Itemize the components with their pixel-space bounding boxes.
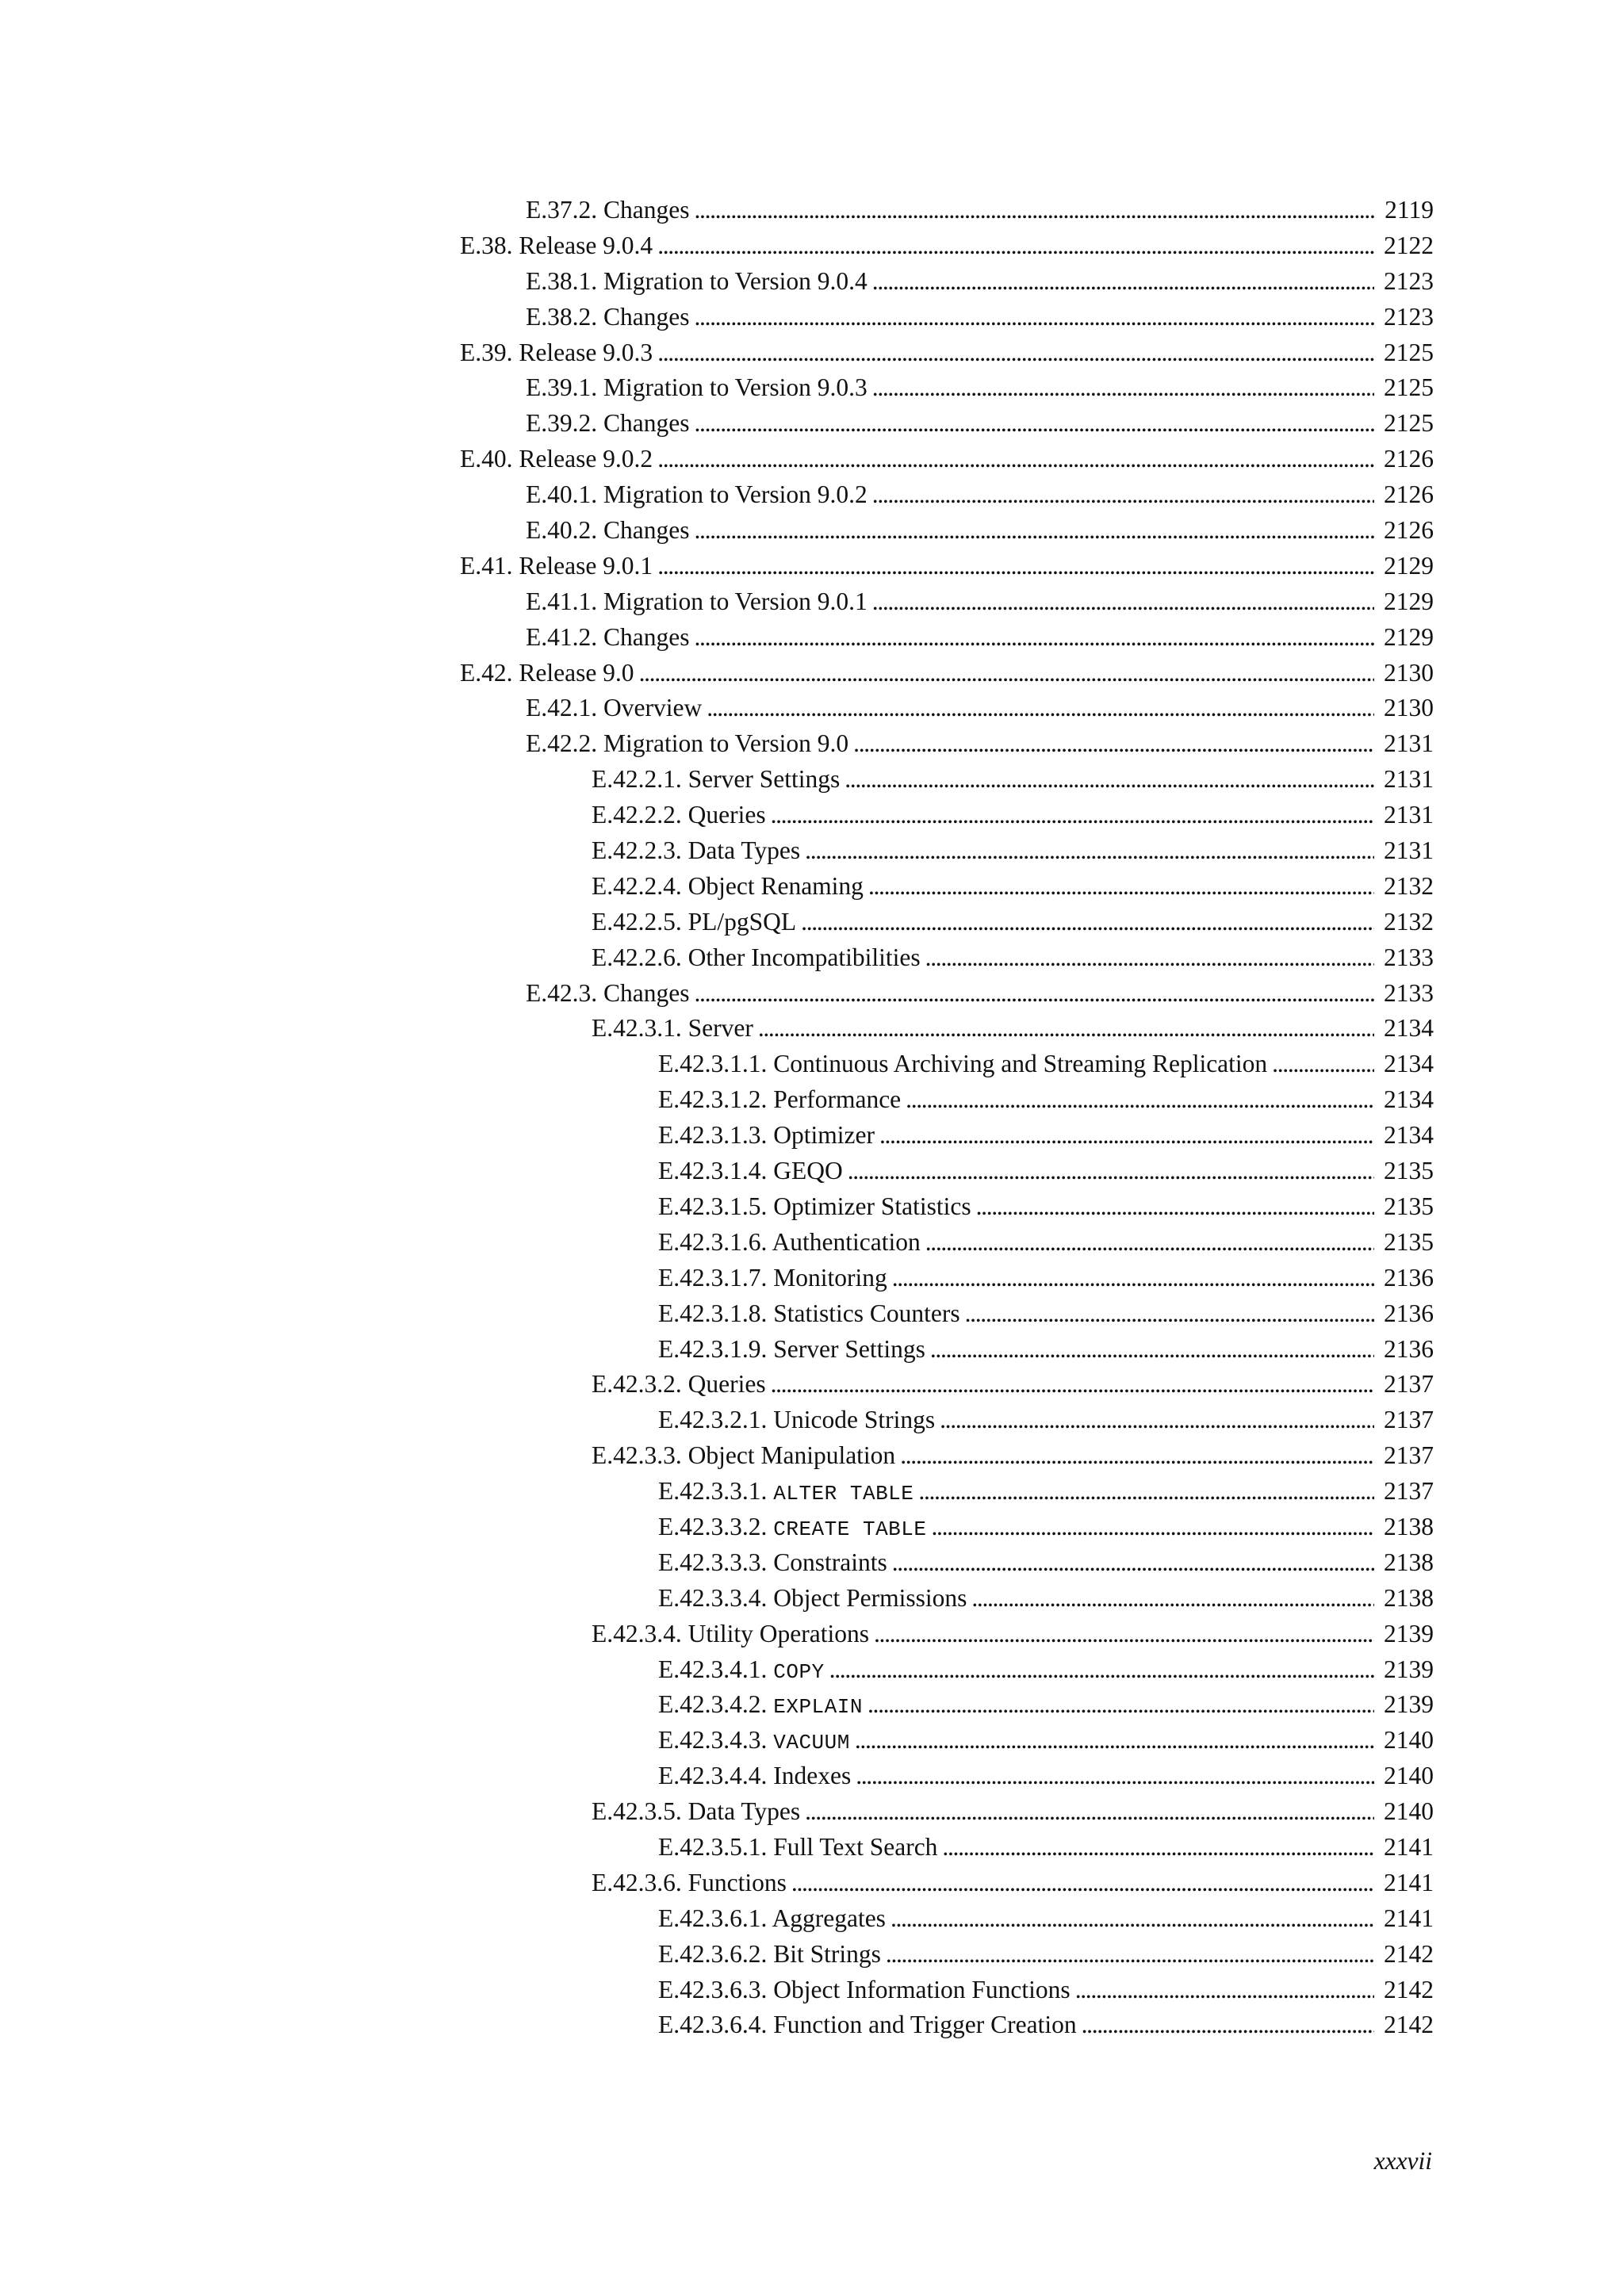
toc-entry[interactable] xyxy=(0,1758,1624,1794)
toc-entry-title[interactable] xyxy=(526,477,1430,513)
toc-entry[interactable] xyxy=(0,1545,1624,1581)
toc-entry[interactable] xyxy=(0,976,1624,1012)
toc-entry-label: E.42.3.5. Data Types xyxy=(592,1797,801,1826)
toc-entry-page[interactable]: 2126 xyxy=(1374,442,1434,477)
toc-entry-page[interactable]: 2119 xyxy=(1374,193,1434,228)
toc-entry-label: E.42.3.1.8. Statistics Counters xyxy=(658,1299,960,1327)
toc-entry-page[interactable]: 2130 xyxy=(1374,691,1434,726)
toc-entry-title[interactable] xyxy=(658,2007,1430,2043)
toc-entry[interactable] xyxy=(0,1937,1624,1973)
toc-entry-page[interactable]: 2131 xyxy=(1374,833,1434,869)
toc-entry[interactable] xyxy=(0,406,1624,442)
toc-entry-title[interactable] xyxy=(460,228,1430,264)
toc-entry-code: ALTER TABLE xyxy=(773,1482,914,1506)
toc-entry-title[interactable] xyxy=(592,1011,1430,1047)
toc-entry[interactable] xyxy=(0,1296,1624,1332)
toc-entry[interactable] xyxy=(0,1225,1624,1261)
toc-entry-code: CREATE TABLE xyxy=(773,1517,927,1541)
toc-entry[interactable] xyxy=(0,1402,1624,1438)
toc-entry-title[interactable] xyxy=(592,1438,1430,1474)
toc-entry-title[interactable] xyxy=(658,1261,1430,1296)
toc-entry-title[interactable] xyxy=(658,1581,1430,1617)
toc-entry-page[interactable]: 2137 xyxy=(1374,1402,1434,1438)
toc-entry-title[interactable] xyxy=(658,1154,1430,1189)
toc-entry-label: E.42.3.3.1. xyxy=(658,1477,768,1506)
toc-entry-label: E.39.2. Changes xyxy=(526,409,690,438)
toc-entry-title[interactable] xyxy=(658,1189,1430,1225)
toc-entry-label: E.42.3.3.3. Constraints xyxy=(658,1548,887,1576)
toc-entry[interactable] xyxy=(0,1901,1624,1937)
toc-entry[interactable] xyxy=(0,620,1624,656)
toc-entry-title[interactable] xyxy=(526,300,1430,335)
toc-entry-page[interactable]: 2137 xyxy=(1374,1438,1434,1474)
toc-entry-label: E.39.1. Migration to Version 9.0.3 xyxy=(526,373,868,402)
toc-entry[interactable] xyxy=(0,1617,1624,1652)
toc-entry-page[interactable]: 2122 xyxy=(1374,228,1434,264)
toc-entry-title[interactable] xyxy=(592,940,1430,976)
toc-entry-page[interactable]: 2141 xyxy=(1374,1866,1434,1901)
toc-entry-label: E.42.3.1.7. Monitoring xyxy=(658,1263,887,1292)
toc-entry[interactable] xyxy=(0,1189,1624,1225)
toc-entry-label: E.42.2.2. Queries xyxy=(592,801,766,829)
toc-entry-title[interactable] xyxy=(592,1866,1430,1901)
toc-entry-label: E.42.2.3. Data Types xyxy=(592,836,801,865)
toc-entry-title[interactable] xyxy=(592,798,1430,833)
toc-entry[interactable] xyxy=(0,1973,1624,2008)
toc-entry-label: E.42.3.6. Functions xyxy=(592,1868,787,1896)
toc-entry-title[interactable] xyxy=(460,656,1430,691)
toc-entry-page[interactable]: 2125 xyxy=(1374,406,1434,442)
toc-entry-page[interactable]: 2133 xyxy=(1374,940,1434,976)
toc-entry[interactable] xyxy=(0,656,1624,691)
toc-entry-label: E.42.3.4. Utility Operations xyxy=(592,1619,869,1647)
toc-entry-page[interactable]: 2142 xyxy=(1374,1973,1434,2008)
toc-entry[interactable] xyxy=(0,584,1624,620)
toc-entry-page[interactable]: 2125 xyxy=(1374,335,1434,371)
toc-entry-page[interactable]: 2135 xyxy=(1374,1189,1434,1225)
toc-entry[interactable] xyxy=(0,193,1624,228)
toc-entry-page[interactable]: 2140 xyxy=(1374,1758,1434,1794)
toc-entry-title[interactable] xyxy=(658,1937,1430,1973)
toc-entry[interactable] xyxy=(0,691,1624,726)
toc-entry[interactable] xyxy=(0,1474,1624,1510)
toc-entry-label: E.42.3.1.3. Optimizer xyxy=(658,1121,875,1150)
toc-entry-page[interactable]: 2129 xyxy=(1374,620,1434,656)
toc-entry-page[interactable]: 2126 xyxy=(1374,477,1434,513)
toc-entry-label: E.42.1. Overview xyxy=(526,694,703,722)
toc-entry-title[interactable] xyxy=(592,833,1430,869)
toc-entry-label: E.42.3.4.4. Indexes xyxy=(658,1762,852,1790)
toc-entry-page[interactable]: 2129 xyxy=(1374,549,1434,584)
toc-entry-page[interactable]: 2123 xyxy=(1374,264,1434,300)
toc-entry[interactable] xyxy=(0,1082,1624,1118)
toc-entry-page[interactable]: 2141 xyxy=(1374,1830,1434,1866)
toc-entry[interactable] xyxy=(0,905,1624,940)
toc-entry[interactable] xyxy=(0,1687,1624,1723)
toc-entry-title[interactable] xyxy=(658,1758,1430,1794)
toc-entry-label: E.42.3.1.6. Authentication xyxy=(658,1227,921,1256)
toc-entry-page[interactable]: 2131 xyxy=(1374,726,1434,762)
toc-entry-label: E.42.3.5.1. Full Text Search xyxy=(658,1832,938,1861)
toc-entry-code: EXPLAIN xyxy=(773,1695,863,1720)
toc-entry-label: E.38.2. Changes xyxy=(526,302,690,331)
toc-entry-title[interactable] xyxy=(658,1901,1430,1937)
toc-entry-page[interactable]: 2135 xyxy=(1374,1154,1434,1189)
toc-entry-title[interactable] xyxy=(658,1118,1430,1154)
toc-entry-title[interactable] xyxy=(526,370,1430,406)
toc-entry[interactable] xyxy=(0,1367,1624,1402)
toc-entry-title[interactable] xyxy=(658,1402,1430,1438)
toc-entry-title[interactable] xyxy=(658,1545,1430,1581)
toc-entry-code: COPY xyxy=(773,1659,825,1684)
toc-entry-label: E.41.2. Changes xyxy=(526,622,690,651)
page-number: xxxvii xyxy=(1373,2147,1432,2175)
toc-entry-label: E.38.1. Migration to Version 9.0.4 xyxy=(526,266,868,295)
toc-entry-title[interactable] xyxy=(526,620,1430,656)
toc-entry-label: E.42.3.3.2. xyxy=(658,1512,768,1540)
toc-entry[interactable] xyxy=(0,1510,1624,1545)
toc-entry-title[interactable] xyxy=(658,1830,1430,1866)
toc-entry[interactable] xyxy=(0,2007,1624,2043)
toc-entry-title[interactable] xyxy=(526,406,1430,442)
toc-entry-page[interactable]: 2136 xyxy=(1374,1261,1434,1296)
toc-entry-page[interactable]: 2140 xyxy=(1374,1723,1434,1758)
toc-entry[interactable] xyxy=(0,513,1624,549)
toc-entry-label: E.39. Release 9.0.3 xyxy=(460,338,653,366)
toc-entry-title[interactable] xyxy=(460,442,1430,477)
toc-entry-title[interactable] xyxy=(526,691,1430,726)
toc-entry[interactable] xyxy=(0,1830,1624,1866)
toc-entry[interactable] xyxy=(0,798,1624,833)
toc-entry-page[interactable]: 2136 xyxy=(1374,1296,1434,1332)
toc-entry-label: E.40.2. Changes xyxy=(526,516,690,545)
toc-entry-title[interactable] xyxy=(658,1082,1430,1118)
toc-entry-title[interactable] xyxy=(592,905,1430,940)
toc-entry-label: E.42.2. Migration to Version 9.0 xyxy=(526,729,849,758)
toc-entry-page[interactable]: 2130 xyxy=(1374,656,1434,691)
toc-entry[interactable] xyxy=(0,1154,1624,1189)
toc-entry-title[interactable] xyxy=(658,1296,1430,1332)
toc-entry-page[interactable]: 2141 xyxy=(1374,1901,1434,1937)
toc-entry-page[interactable]: 2138 xyxy=(1374,1545,1434,1581)
toc-entry-title[interactable] xyxy=(658,1332,1430,1368)
toc-entry-page[interactable]: 2131 xyxy=(1374,762,1434,798)
toc-entry-label: E.42.3. Changes xyxy=(526,978,690,1007)
toc-entry-title[interactable] xyxy=(658,1687,1430,1725)
toc-entry-label: E.42.2.1. Server Settings xyxy=(592,765,841,794)
toc-entry-label: E.42.3.6.3. Object Information Functions xyxy=(658,1975,1071,2003)
toc-entry[interactable] xyxy=(0,1581,1624,1617)
toc-entry-page[interactable]: 2142 xyxy=(1374,2007,1434,2043)
toc-entry-page[interactable]: 2139 xyxy=(1374,1617,1434,1652)
toc-entry-label: E.40.1. Migration to Version 9.0.2 xyxy=(526,480,868,509)
toc-entry-label: E.42.2.4. Object Renaming xyxy=(592,871,864,900)
toc-entry-title[interactable] xyxy=(592,1617,1430,1652)
toc-entry-page[interactable]: 2137 xyxy=(1374,1367,1434,1402)
toc-entry-label: E.42.3.1. Server xyxy=(592,1014,753,1043)
toc-entry-title[interactable] xyxy=(526,584,1430,620)
toc-entry[interactable] xyxy=(0,1011,1624,1047)
toc-entry-page[interactable]: 2126 xyxy=(1374,513,1434,549)
toc-entry-title[interactable] xyxy=(526,726,1430,762)
toc-entry[interactable] xyxy=(0,1118,1624,1154)
toc-entry-label: E.42.3.1.1. Continuous Archiving and Streaming Replication xyxy=(658,1050,1268,1078)
toc-entry-page[interactable]: 2129 xyxy=(1374,584,1434,620)
toc-entry-page[interactable]: 2138 xyxy=(1374,1581,1434,1617)
toc-entry-page[interactable]: 2125 xyxy=(1374,370,1434,406)
toc-entry-label: E.38. Release 9.0.4 xyxy=(460,231,653,259)
toc-entry-title[interactable] xyxy=(658,1474,1430,1512)
toc-entry-title[interactable] xyxy=(592,869,1430,905)
toc-entry[interactable] xyxy=(0,1866,1624,1901)
toc-entry-label: E.42.3.3. Object Manipulation xyxy=(592,1441,896,1470)
toc-entry[interactable] xyxy=(0,833,1624,869)
toc-entry-label: E.42.3.6.4. Function and Trigger Creation xyxy=(658,2011,1077,2039)
toc-entry[interactable] xyxy=(0,549,1624,584)
toc-entry-page[interactable]: 2133 xyxy=(1374,976,1434,1012)
toc-entry-label: E.42.3.4.2. xyxy=(658,1690,768,1719)
toc-entry-title[interactable] xyxy=(592,1367,1430,1402)
toc-entry-label: E.42.3.2. Queries xyxy=(592,1370,766,1399)
toc-entry-title[interactable] xyxy=(592,1794,1430,1830)
toc-entry-label: E.42.3.1.9. Server Settings xyxy=(658,1334,925,1363)
toc-entry[interactable] xyxy=(0,477,1624,513)
toc-entry-title[interactable] xyxy=(658,1047,1430,1082)
toc-entry[interactable] xyxy=(0,1047,1624,1082)
toc-entry[interactable] xyxy=(0,1652,1624,1688)
toc-entry[interactable] xyxy=(0,762,1624,798)
toc-entry[interactable] xyxy=(0,300,1624,335)
toc-entry-label: E.42. Release 9.0 xyxy=(460,658,634,687)
toc-entry-page[interactable]: 2140 xyxy=(1374,1794,1434,1830)
toc-entry-page[interactable]: 2134 xyxy=(1374,1047,1434,1082)
toc-entry-page[interactable]: 2139 xyxy=(1374,1687,1434,1723)
toc-entry-label: E.42.3.6.2. Bit Strings xyxy=(658,1939,881,1968)
toc-entry-page[interactable]: 2138 xyxy=(1374,1510,1434,1545)
toc-entry-label: E.42.3.1.2. Performance xyxy=(658,1085,902,1114)
toc-entry[interactable] xyxy=(0,1723,1624,1758)
toc-entry[interactable] xyxy=(0,370,1624,406)
toc-entry-title[interactable] xyxy=(526,976,1430,1012)
toc-entry-code: VACUUM xyxy=(773,1731,850,1755)
toc-entry-title[interactable] xyxy=(658,1723,1430,1761)
toc-entry-page[interactable]: 2131 xyxy=(1374,798,1434,833)
toc-entry-title[interactable] xyxy=(526,193,1430,228)
toc-entry-label: E.42.3.6.1. Aggregates xyxy=(658,1904,886,1932)
toc-entry[interactable] xyxy=(0,1332,1624,1368)
toc-entry-label: E.42.2.5. PL/pgSQL xyxy=(592,907,797,936)
toc-entry-page[interactable]: 2134 xyxy=(1374,1011,1434,1047)
toc-entry-label: E.41.1. Migration to Version 9.0.1 xyxy=(526,587,868,615)
toc-entry-page[interactable]: 2139 xyxy=(1374,1652,1434,1688)
toc-entry[interactable] xyxy=(0,228,1624,264)
toc-entry[interactable] xyxy=(0,442,1624,477)
toc-entry-title[interactable] xyxy=(658,1225,1430,1261)
toc-entry-title[interactable] xyxy=(460,335,1430,371)
toc-entry[interactable] xyxy=(0,335,1624,371)
toc-entry-page[interactable]: 2132 xyxy=(1374,905,1434,940)
toc-entry-page[interactable]: 2134 xyxy=(1374,1082,1434,1118)
toc-entry-page[interactable]: 2136 xyxy=(1374,1332,1434,1368)
toc-entry-page[interactable]: 2137 xyxy=(1374,1474,1434,1510)
toc-entry-label: E.42.3.1.4. GEQO xyxy=(658,1157,843,1185)
toc-entry-title[interactable] xyxy=(658,1973,1430,2008)
toc-entry-label: E.42.3.4.1. xyxy=(658,1655,768,1683)
toc-entry-page[interactable]: 2134 xyxy=(1374,1118,1434,1154)
toc-entry-label: E.42.2.6. Other Incompatibilities xyxy=(592,943,921,971)
toc-entry-page[interactable]: 2142 xyxy=(1374,1937,1434,1973)
toc-entry[interactable] xyxy=(0,1438,1624,1474)
toc-entry[interactable] xyxy=(0,940,1624,976)
toc-entry-title[interactable] xyxy=(658,1510,1430,1548)
toc-entry-label: E.41. Release 9.0.1 xyxy=(460,551,653,580)
toc-entry[interactable] xyxy=(0,1261,1624,1296)
toc-entry[interactable] xyxy=(0,1794,1624,1830)
toc-entry-title[interactable] xyxy=(460,549,1430,584)
toc-entry-title[interactable] xyxy=(526,513,1430,549)
toc-entry[interactable] xyxy=(0,264,1624,300)
toc-entry[interactable] xyxy=(0,869,1624,905)
toc-entry-label: E.42.3.4.3. xyxy=(658,1726,768,1755)
toc-entry-title[interactable] xyxy=(592,762,1430,798)
toc-entry-page[interactable]: 2123 xyxy=(1374,300,1434,335)
toc-entry-title[interactable] xyxy=(658,1652,1430,1690)
table-of-contents xyxy=(0,193,1624,2043)
toc-entry-label: E.40. Release 9.0.2 xyxy=(460,445,653,473)
toc-entry-label: E.42.3.1.5. Optimizer Statistics xyxy=(658,1192,971,1220)
toc-entry-page[interactable]: 2132 xyxy=(1374,869,1434,905)
toc-entry[interactable] xyxy=(0,726,1624,762)
toc-entry-label: E.42.3.2.1. Unicode Strings xyxy=(658,1406,936,1434)
toc-entry-title[interactable] xyxy=(526,264,1430,300)
toc-entry-page[interactable]: 2135 xyxy=(1374,1225,1434,1261)
toc-entry-label: E.42.3.3.4. Object Permissions xyxy=(658,1583,967,1612)
toc-entry-label: E.37.2. Changes xyxy=(526,196,690,224)
